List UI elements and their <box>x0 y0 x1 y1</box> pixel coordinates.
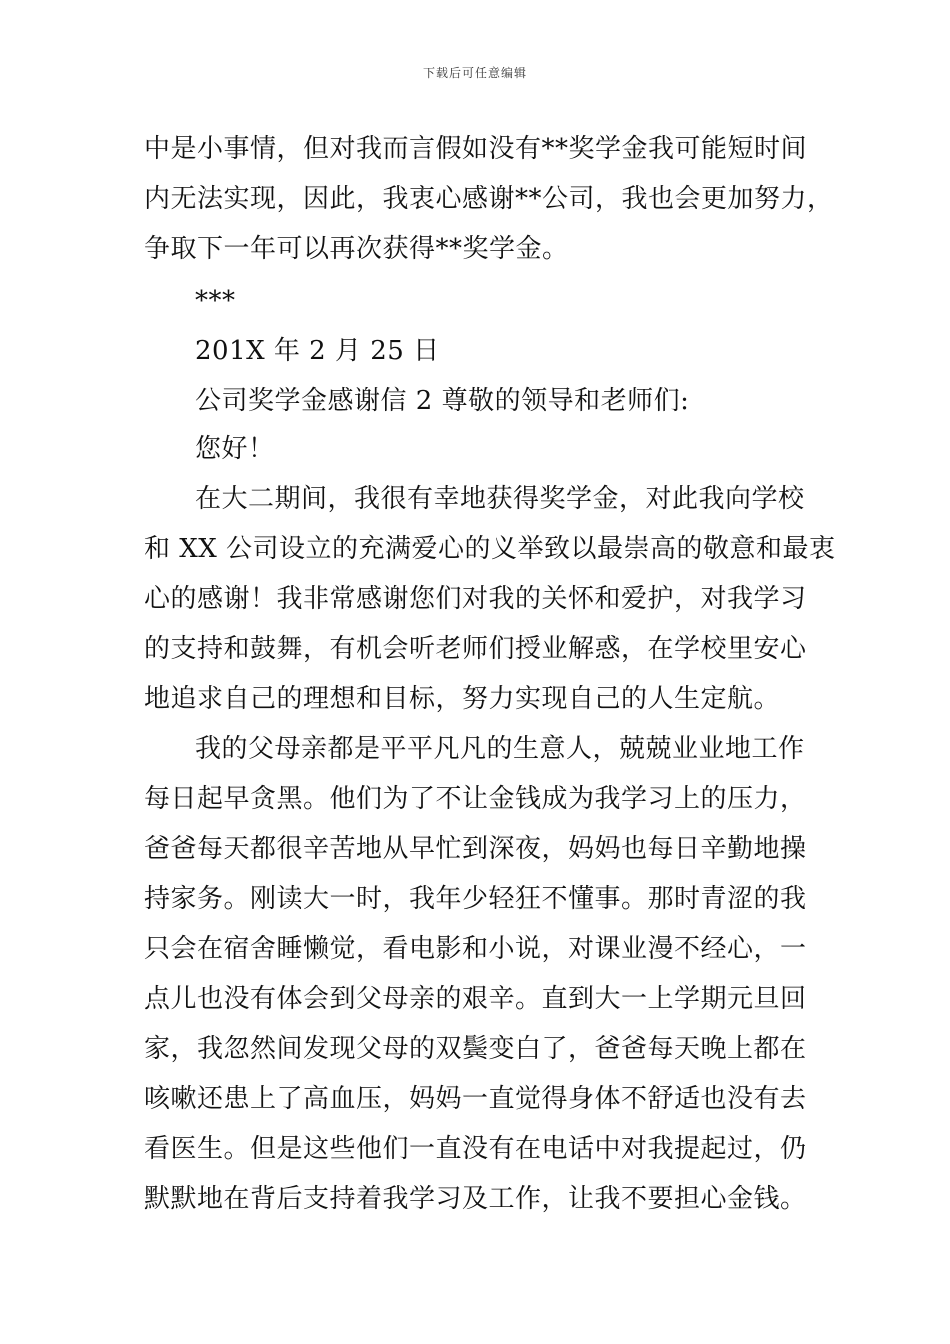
letter-date: 201X 年 2 月 25 日 <box>195 336 440 366</box>
text-line: 只会在宿舍睡懒觉，看电影和小说，对课业漫不经心，一 <box>144 934 807 964</box>
text-line: 持家务。刚读大一时，我年少轻狂不懂事。那时青涩的我 <box>144 884 807 914</box>
text-line: 点儿也没有体会到父母亲的艰辛。直到大一上学期元旦回 <box>144 984 807 1014</box>
text-line: 咳嗽还患上了高血压，妈妈一直觉得身体不舒适也没有去 <box>144 1084 807 1114</box>
text-line: 我的父母亲都是平平凡凡的生意人，兢兢业业地工作 <box>195 734 805 764</box>
text-line: 心的感谢！我非常感谢您们对我的关怀和爱护，对我学习 <box>144 584 807 614</box>
text-line: 看医生。但是这些他们一直没有在电话中对我提起过，仍 <box>144 1134 807 1164</box>
text-line: 地追求自己的理想和目标，努力实现自己的人生定航。 <box>144 684 781 714</box>
text-line: 争取下一年可以再次获得**奖学金。 <box>144 234 569 264</box>
text-line: 中是小事情，但对我而言假如没有**奖学金我可能短时间 <box>144 134 808 164</box>
text-line: 内无法实现，因此，我衷心感谢**公司，我也会更加努力， <box>144 184 834 214</box>
text-line: 爸爸每天都很辛苦地从早忙到深夜，妈妈也每日辛勤地操 <box>144 834 807 864</box>
letter-title: 公司奖学金感谢信 2 尊敬的领导和老师们: <box>195 386 690 416</box>
text-line: 在大二期间，我很有幸地获得奖学金，对此我向学校 <box>195 484 805 514</box>
page-header-note: 下载后可任意编辑 <box>422 66 527 80</box>
text-line: 和 XX 公司设立的充满爱心的义举致以最崇高的敬意和最衷 <box>144 534 836 564</box>
text-line: 的支持和鼓舞，有机会听老师们授业解惑，在学校里安心 <box>144 634 807 664</box>
text-line: 每日起早贪黑。他们为了不让金钱成为我学习上的压力， <box>144 784 807 814</box>
greeting: 您好！ <box>195 434 275 464</box>
signature-name: *** <box>195 286 236 316</box>
text-line: 家，我忽然间发现父母的双鬓变白了，爸爸每天晚上都在 <box>144 1034 807 1064</box>
text-line: 默默地在背后支持着我学习及工作，让我不要担心金钱。 <box>144 1184 807 1214</box>
